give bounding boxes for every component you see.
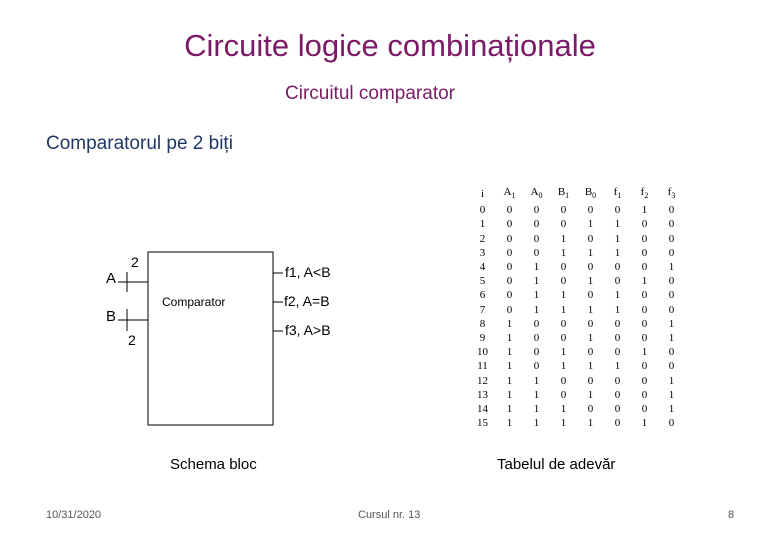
table-cell: 0: [587, 317, 594, 330]
truth-table-header-cell: [496, 185, 523, 203]
table-cell: 1: [560, 402, 567, 415]
truth-table-header-cell: [631, 185, 658, 203]
table-cell: 0: [614, 417, 621, 430]
table-cell: 0: [560, 388, 567, 401]
section-heading: Comparatorul pe 2 biți: [46, 133, 233, 154]
header-subscript: 1: [511, 191, 516, 201]
table-row: [469, 232, 685, 246]
output-f2-label: f2, A=B: [284, 293, 330, 309]
table-cell: 0: [560, 218, 567, 231]
table-cell: 0: [587, 346, 594, 359]
header-symbol: B: [584, 186, 593, 198]
header-symbol: A: [530, 186, 539, 198]
table-cell: 1: [560, 232, 567, 245]
table-cell: 8: [479, 317, 486, 330]
table-cell: 0: [614, 331, 621, 344]
table-cell: 1: [506, 331, 513, 344]
table-cell: 1: [587, 417, 594, 430]
table-cell: 15: [477, 417, 488, 430]
table-row: [469, 359, 685, 373]
table-cell: 0: [533, 317, 540, 330]
table-cell: 1: [506, 346, 513, 359]
header-symbol: f: [640, 186, 645, 198]
table-cell: 0: [614, 275, 621, 288]
table-cell: 0: [614, 317, 621, 330]
table-cell: 1: [614, 303, 621, 316]
table-cell: 1: [668, 374, 675, 387]
table-cell: 1: [506, 360, 513, 373]
footer-course: Cursul nr. 13: [358, 509, 421, 521]
table-cell: 0: [560, 261, 567, 274]
header-subscript: 3: [671, 191, 676, 201]
table-cell: 1: [587, 360, 594, 373]
truth-table-header-cell: [658, 185, 685, 203]
table-cell: 3: [479, 246, 486, 259]
footer-page-number: 8: [728, 509, 735, 521]
table-cell: 14: [477, 402, 488, 415]
table-cell: 10: [477, 346, 488, 359]
table-cell: 0: [506, 303, 513, 316]
table-cell: 0: [641, 218, 648, 231]
table-cell: 1: [506, 374, 513, 387]
table-cell: 0: [641, 232, 648, 245]
table-cell: 1: [641, 204, 648, 217]
table-cell: 11: [477, 360, 488, 373]
table-row: [469, 274, 685, 288]
output-f1-label: f1, A<B: [285, 264, 331, 280]
header-symbol: A: [503, 186, 512, 198]
header-symbol: B: [557, 186, 566, 198]
truth-table-header-cell: [469, 185, 496, 203]
header-subscript: 0: [538, 191, 543, 201]
truth-table: [469, 185, 685, 430]
bus-width-a-label: 2: [131, 254, 139, 270]
table-cell: 0: [641, 388, 648, 401]
truth-table-caption: Tabelul de adevăr: [497, 456, 616, 473]
table-cell: 0: [614, 388, 621, 401]
table-cell: 1: [560, 360, 567, 373]
table-cell: 0: [533, 346, 540, 359]
table-row: [469, 217, 685, 231]
table-cell: 0: [641, 289, 648, 302]
table-cell: 4: [479, 261, 486, 274]
table-row: [469, 288, 685, 302]
header-subscript: 1: [617, 191, 622, 201]
table-cell: 0: [641, 261, 648, 274]
table-cell: 0: [641, 331, 648, 344]
table-cell: 1: [587, 275, 594, 288]
block-diagram-caption: Schema bloc: [170, 456, 257, 473]
table-cell: 1: [560, 289, 567, 302]
table-row: [469, 246, 685, 260]
slide-subtitle: Circuitul comparator: [285, 83, 455, 104]
table-cell: 0: [587, 261, 594, 274]
table-cell: 1: [533, 261, 540, 274]
table-cell: 1: [614, 289, 621, 302]
table-cell: 0: [668, 346, 675, 359]
table-cell: 0: [506, 246, 513, 259]
table-row: [469, 331, 685, 345]
table-cell: 6: [479, 289, 486, 302]
table-cell: 5: [479, 275, 486, 288]
table-cell: 0: [641, 402, 648, 415]
input-b-label: B: [106, 308, 117, 325]
table-cell: 1: [560, 246, 567, 259]
table-cell: 0: [560, 374, 567, 387]
bus-width-b-label: 2: [128, 332, 136, 348]
table-cell: 0: [506, 289, 513, 302]
table-cell: 1: [641, 275, 648, 288]
table-cell: 12: [477, 374, 488, 387]
truth-table-header-row: [469, 185, 685, 203]
table-cell: 13: [477, 388, 488, 401]
table-cell: 1: [614, 360, 621, 373]
table-cell: 1: [533, 289, 540, 302]
table-cell: 0: [668, 232, 675, 245]
table-cell: 1: [641, 346, 648, 359]
input-a-label: A: [106, 270, 117, 287]
slide-title: Circuite logice combinaționale: [184, 28, 596, 63]
footer-date: 10/31/2020: [46, 509, 102, 521]
table-cell: 0: [506, 204, 513, 217]
table-cell: 0: [668, 204, 675, 217]
table-cell: 1: [506, 417, 513, 430]
table-row: [469, 203, 685, 217]
table-cell: 1: [533, 303, 540, 316]
table-row: [469, 345, 685, 359]
table-cell: 1: [533, 417, 540, 430]
table-cell: 1: [560, 303, 567, 316]
header-subscript: 0: [592, 191, 597, 201]
table-cell: 0: [533, 232, 540, 245]
table-cell: 1: [587, 331, 594, 344]
truth-table-header-cell: [523, 185, 550, 203]
table-cell: 0: [587, 289, 594, 302]
table-cell: 0: [668, 303, 675, 316]
table-cell: 1: [533, 275, 540, 288]
truth-table-header-cell: [577, 185, 604, 203]
table-cell: 0: [587, 402, 594, 415]
table-cell: 0: [506, 232, 513, 245]
table-cell: 2: [479, 232, 486, 245]
output-f3-label: f3, A>B: [285, 322, 331, 338]
table-cell: 0: [668, 218, 675, 231]
table-cell: 0: [614, 346, 621, 359]
table-cell: 0: [641, 317, 648, 330]
header-subscript: 2: [644, 191, 649, 201]
table-cell: 0: [587, 204, 594, 217]
table-cell: 0: [533, 204, 540, 217]
table-cell: 1: [506, 388, 513, 401]
header-symbol: i: [480, 188, 485, 201]
table-row: [469, 373, 685, 387]
table-cell: 1: [587, 303, 594, 316]
table-cell: 0: [668, 275, 675, 288]
table-cell: 0: [668, 289, 675, 302]
table-cell: 0: [533, 218, 540, 231]
table-cell: 1: [533, 374, 540, 387]
table-cell: 0: [614, 261, 621, 274]
table-cell: 1: [668, 402, 675, 415]
table-row: [469, 303, 685, 317]
table-cell: 0: [641, 360, 648, 373]
truth-table-header-cell: [604, 185, 631, 203]
table-cell: 0: [533, 246, 540, 259]
table-cell: 1: [668, 317, 675, 330]
table-cell: 1: [533, 402, 540, 415]
table-cell: 1: [560, 346, 567, 359]
table-cell: 0: [479, 204, 486, 217]
table-cell: 0: [641, 246, 648, 259]
table-cell: 1: [587, 246, 594, 259]
table-cell: 1: [506, 317, 513, 330]
table-cell: 7: [479, 303, 486, 316]
table-row: [469, 317, 685, 331]
table-cell: 1: [479, 218, 486, 231]
table-cell: 0: [668, 360, 675, 373]
table-cell: 0: [614, 374, 621, 387]
table-row: [469, 260, 685, 274]
table-cell: 0: [668, 417, 675, 430]
table-row: [469, 416, 685, 430]
comparator-block: [148, 252, 273, 425]
table-cell: 1: [587, 388, 594, 401]
table-cell: 0: [533, 331, 540, 344]
table-cell: 0: [506, 218, 513, 231]
table-cell: 0: [587, 232, 594, 245]
comparator-block-label: Comparator: [162, 295, 226, 309]
table-cell: 1: [560, 417, 567, 430]
table-cell: 1: [533, 388, 540, 401]
table-cell: 1: [641, 417, 648, 430]
truth-table-header-cell: [550, 185, 577, 203]
table-cell: 0: [668, 246, 675, 259]
table-row: [469, 388, 685, 402]
table-row: [469, 402, 685, 416]
header-symbol: f: [613, 186, 618, 198]
table-cell: 1: [587, 218, 594, 231]
table-cell: 0: [506, 261, 513, 274]
table-cell: 0: [506, 275, 513, 288]
table-cell: 1: [668, 261, 675, 274]
header-subscript: 1: [565, 191, 570, 201]
table-cell: 0: [533, 360, 540, 373]
table-cell: 0: [560, 317, 567, 330]
table-cell: 0: [641, 374, 648, 387]
header-symbol: f: [667, 186, 672, 198]
table-cell: 0: [641, 303, 648, 316]
table-cell: 0: [560, 331, 567, 344]
table-cell: 0: [614, 204, 621, 217]
table-cell: 0: [614, 402, 621, 415]
table-cell: 0: [587, 374, 594, 387]
table-cell: 1: [668, 331, 675, 344]
table-cell: 1: [614, 218, 621, 231]
table-cell: 0: [560, 204, 567, 217]
table-cell: 9: [479, 331, 486, 344]
table-cell: 1: [614, 246, 621, 259]
table-cell: 0: [560, 275, 567, 288]
table-cell: 1: [614, 232, 621, 245]
table-cell: 1: [668, 388, 675, 401]
table-cell: 1: [506, 402, 513, 415]
